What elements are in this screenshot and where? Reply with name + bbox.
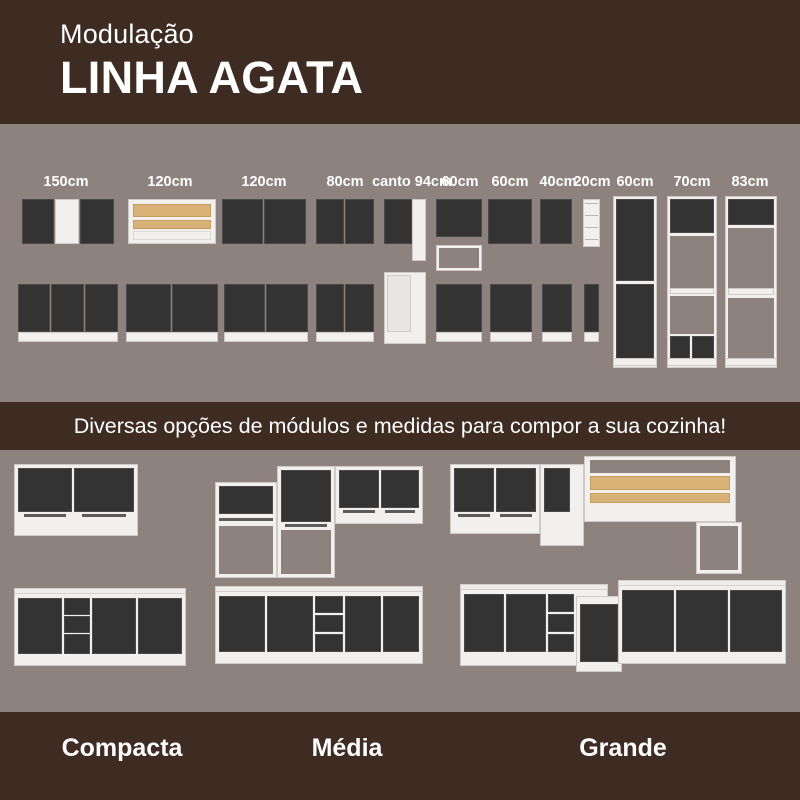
- cabinet-door: [730, 590, 782, 652]
- cabinet-door: [281, 470, 331, 522]
- cabinet-base: [18, 332, 118, 342]
- module-size-labels: [0, 174, 800, 194]
- module-aereo-40[interactable]: [540, 199, 572, 244]
- cabinet-door: [219, 596, 265, 652]
- page-header: [0, 0, 800, 124]
- open-niche: [700, 526, 738, 570]
- cabinet-base: [224, 332, 308, 342]
- cabinet-door: [339, 470, 379, 508]
- slogan-text: Diversas opções de módulos e medidas para compor a sua cozinha!: [73, 413, 727, 438]
- module-aereo-60-b[interactable]: [488, 199, 532, 244]
- open-niche: [590, 460, 730, 473]
- kitchen-names-footer: [0, 712, 800, 800]
- door-handle: [343, 510, 375, 513]
- module-balcao-canto-94[interactable]: [384, 272, 426, 344]
- module-size-label: 20cm: [573, 174, 611, 190]
- cabinet-door: [506, 594, 546, 652]
- cabinet-door: [224, 284, 265, 332]
- shelf: [670, 288, 714, 294]
- kitchens-section: [0, 450, 800, 712]
- shelf-divider: [585, 215, 598, 216]
- cabinet-door: [345, 199, 374, 244]
- cabinet-door: [622, 590, 674, 652]
- module-aereo-20[interactable]: [583, 199, 600, 247]
- cabinet-door: [264, 199, 306, 244]
- module-size-label: 60cm: [441, 174, 479, 190]
- module-paneleiro-70[interactable]: [667, 196, 717, 368]
- drawer: [548, 614, 574, 632]
- cabinet-door: [345, 284, 374, 332]
- cabinet-door: [267, 596, 313, 652]
- cabinet-door: [381, 470, 419, 508]
- cabinet-base: [542, 332, 572, 342]
- open-niche: [728, 228, 774, 288]
- cabinet-base: [316, 332, 374, 342]
- module-aereo-120-wood[interactable]: [128, 199, 216, 244]
- cabinet-door: [544, 468, 570, 512]
- cabinet-door: [51, 284, 84, 332]
- cabinet-door: [490, 284, 532, 332]
- cabinet-door: [540, 199, 572, 244]
- kitchen-name-grande: Grande: [579, 734, 667, 762]
- door-handle: [385, 510, 415, 513]
- slogan-bar: [0, 402, 800, 450]
- module-size-label: 83cm: [731, 174, 769, 190]
- module-aereo-canto-94[interactable]: [384, 199, 426, 264]
- drawer: [315, 596, 343, 613]
- module-size-label: 60cm: [616, 174, 654, 190]
- cabinet-side-panel: [412, 199, 426, 261]
- cabinet-door: [616, 284, 654, 365]
- cabinet-base: [613, 358, 657, 366]
- module-balcao-120-b[interactable]: [224, 284, 308, 342]
- cabinet-door: [464, 594, 504, 652]
- door-handle: [219, 518, 273, 521]
- cabinet-door: [454, 468, 494, 512]
- open-niche: [670, 236, 714, 288]
- cabinet-door: [80, 199, 114, 244]
- drawer: [64, 634, 90, 654]
- cabinet-door: [316, 199, 344, 244]
- modules-section: [0, 124, 800, 402]
- cabinet-door: [345, 596, 381, 652]
- cabinet-door: [488, 199, 532, 244]
- wood-shelf: [590, 476, 730, 490]
- countertop: [14, 588, 186, 594]
- cabinet-door: [676, 590, 728, 652]
- module-balcao-80[interactable]: [316, 284, 374, 342]
- cabinet-door: [222, 199, 263, 244]
- module-size-label: 70cm: [673, 174, 711, 190]
- cabinet-door: [172, 284, 218, 332]
- module-aereo-80[interactable]: [316, 199, 374, 244]
- module-size-label: 120cm: [147, 174, 193, 190]
- countertop: [460, 584, 608, 590]
- cabinet-door: [616, 199, 654, 281]
- cabinet-door: [18, 598, 62, 654]
- cabinet-door: [542, 284, 572, 332]
- module-aereo-150[interactable]: [22, 199, 114, 244]
- module-balcao-120-a[interactable]: [126, 284, 218, 342]
- shelf-divider: [585, 203, 598, 204]
- cabinet-door: [436, 199, 482, 237]
- cabinet-door: [85, 284, 118, 332]
- shelf-divider: [585, 239, 598, 240]
- drawer: [548, 634, 574, 652]
- cabinet-base: [584, 332, 599, 342]
- door-handle: [24, 514, 66, 517]
- kitchen-grande[interactable]: [450, 456, 790, 682]
- cabinet-base: [126, 332, 218, 342]
- wood-shelf: [133, 204, 211, 217]
- module-balcao-40[interactable]: [542, 284, 572, 342]
- kitchen-name-compacta: Compacta: [61, 734, 183, 762]
- drawer: [315, 615, 343, 632]
- cabinet-base: [667, 358, 717, 366]
- module-size-label: 60cm: [491, 174, 529, 190]
- cabinet-door: [18, 284, 50, 332]
- open-niche: [728, 298, 774, 364]
- shelf: [728, 288, 774, 295]
- cabinet-door: [584, 284, 599, 332]
- countertop: [618, 580, 786, 586]
- countertop: [215, 586, 423, 592]
- module-size-label: canto 94cm: [372, 174, 452, 190]
- drawer: [64, 598, 90, 615]
- header-subtitle: Modulação: [60, 19, 194, 49]
- cabinet-door: [74, 468, 134, 512]
- door-handle: [285, 524, 327, 527]
- cabinet-door: [387, 275, 411, 332]
- module-balcao-60-b[interactable]: [490, 284, 532, 342]
- cabinet-door: [383, 596, 419, 652]
- cabinet-door: [384, 199, 412, 244]
- cabinet-door: [436, 284, 482, 332]
- module-aereo-60[interactable]: [436, 199, 482, 274]
- shelf-divider: [585, 227, 598, 228]
- cabinet-door: [728, 199, 774, 225]
- cabinet-door: [126, 284, 171, 332]
- open-niche: [670, 296, 714, 334]
- drawer: [64, 616, 90, 633]
- cabinet-door: [22, 199, 54, 244]
- cabinet-base: [436, 332, 482, 342]
- drawer: [548, 594, 574, 612]
- module-size-label: 150cm: [43, 174, 89, 190]
- cabinet-base: [725, 358, 777, 366]
- cabinet-door: [219, 486, 273, 514]
- module-size-label: 80cm: [326, 174, 364, 190]
- door-handle: [500, 514, 532, 517]
- door-handle: [82, 514, 126, 517]
- module-size-label: 120cm: [241, 174, 287, 190]
- wood-shelf: [133, 220, 211, 229]
- niche-interior: [439, 248, 479, 268]
- cabinet-door: [92, 598, 136, 654]
- cabinet-base: [490, 332, 532, 342]
- page-title: LINHA AGATA: [60, 52, 364, 103]
- kitchen-name-media: Média: [311, 734, 383, 762]
- module-aereo-120[interactable]: [222, 199, 306, 244]
- shelf: [133, 231, 211, 240]
- cabinet-door: [138, 598, 182, 654]
- module-balcao-60-a[interactable]: [436, 284, 482, 342]
- wood-shelf: [590, 493, 730, 503]
- cabinet-door: [266, 284, 308, 332]
- kitchen-compacta[interactable]: [14, 464, 214, 679]
- cabinet-open-shelf: [55, 199, 79, 244]
- open-niche: [281, 530, 331, 574]
- module-balcao-20[interactable]: [584, 284, 599, 342]
- module-paneleiro-60[interactable]: [613, 196, 657, 368]
- cabinet-door: [18, 468, 72, 512]
- module-balcao-150[interactable]: [18, 284, 118, 342]
- open-niche: [219, 526, 273, 574]
- drawer: [315, 634, 343, 652]
- module-paneleiro-83[interactable]: [725, 196, 777, 368]
- cabinet-door: [580, 604, 618, 662]
- cabinet-door: [670, 199, 714, 233]
- module-size-label: 40cm: [539, 174, 577, 190]
- cabinet-door: [316, 284, 344, 332]
- cabinet-door: [496, 468, 536, 512]
- door-handle: [458, 514, 490, 517]
- kitchen-media[interactable]: [215, 460, 420, 680]
